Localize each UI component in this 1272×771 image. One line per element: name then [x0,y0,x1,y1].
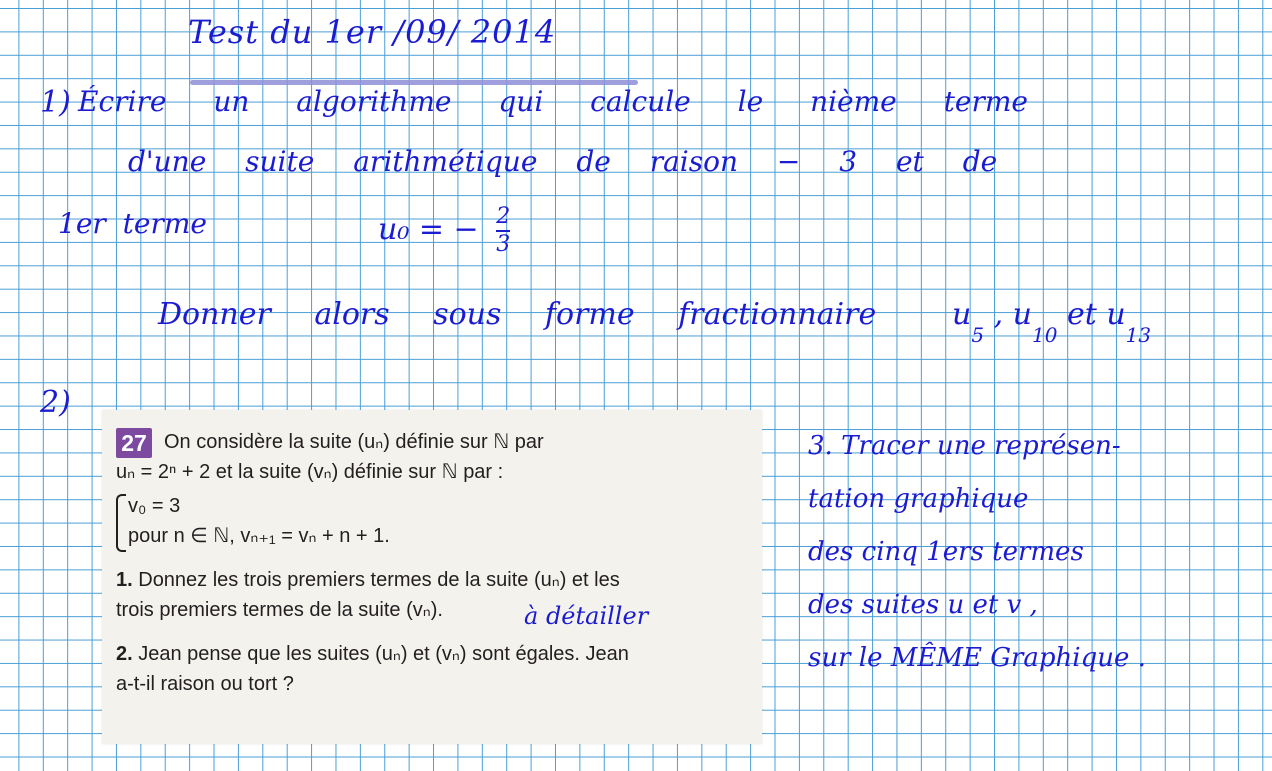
fraction [496,206,510,256]
textbook-exercise-excerpt [102,410,762,744]
question-1-line-1: Écrire un algorithme qui calcule le nième terme [78,85,1028,118]
question-3-line-1: 3. Tracer une représen- [808,431,1121,461]
part-1-line-2: trois premiers termes de la suite (vₙ). [116,599,443,621]
part-1-line-1 [116,568,620,593]
separator: et [1057,297,1107,332]
part-2-number: 2. [116,643,133,665]
formula-lhs: u₀ = − [378,212,479,247]
term-u10: $u_{10}$ [1012,297,1058,347]
question-1-line-3: 1er terme [58,207,207,240]
question-3-line-2: tation graphique [808,484,1029,514]
exercise-line-1: On considère la suite (uₙ) définie sur ℕ par [164,431,544,453]
exercise-number-badge: 27 [116,428,152,458]
part-1-text: Donnez les trois premiers termes de la suite (uₙ) et les [132,569,620,591]
question-2-number: 2) [40,385,71,420]
part-1-number: 1. [116,569,133,591]
page-title: Test du 1er /09/ 2014 [188,13,557,51]
question-3-line-4: des suites u et v , [808,590,1038,620]
fraction-numerator: 2 [496,204,511,229]
fraction-denominator: 3 [496,232,511,257]
initial-term-formula [378,206,510,256]
question-3-line-5: sur le MÊME Graphique . [808,643,1146,673]
part-2-line-1 [116,642,629,667]
term-u13: $u_{13}$ [1106,297,1152,347]
system-line-2: pour n ∈ ℕ, vₙ₊₁ = vₙ + n + 1. [128,525,390,547]
separator: , [984,297,1013,332]
requested-terms [952,297,1152,347]
question-1-donner: Donner alors sous forme fractionnaire [158,297,877,332]
part-2-line-2: a-t-il raison ou tort ? [116,673,294,695]
handwritten-annotation: à détailler [524,602,649,630]
question-1-line-2: d'une suite arithmétique de raison − 3 et de [128,145,998,178]
system-brace [116,494,126,552]
system-line-1: v₀ = 3 [128,495,181,517]
question-3-line-3: des cinq 1ers termes [808,537,1084,567]
question-1-number: 1) [40,85,71,120]
term-u5: $u_5$ [952,297,985,347]
part-2-text: Jean pense que les suites (uₙ) et (vₙ) sont égales. Jean [132,643,629,665]
exercise-line-2: uₙ = 2ⁿ + 2 et la suite (vₙ) définie sur ℕ par : [116,461,504,483]
question-3-block [808,420,1146,685]
